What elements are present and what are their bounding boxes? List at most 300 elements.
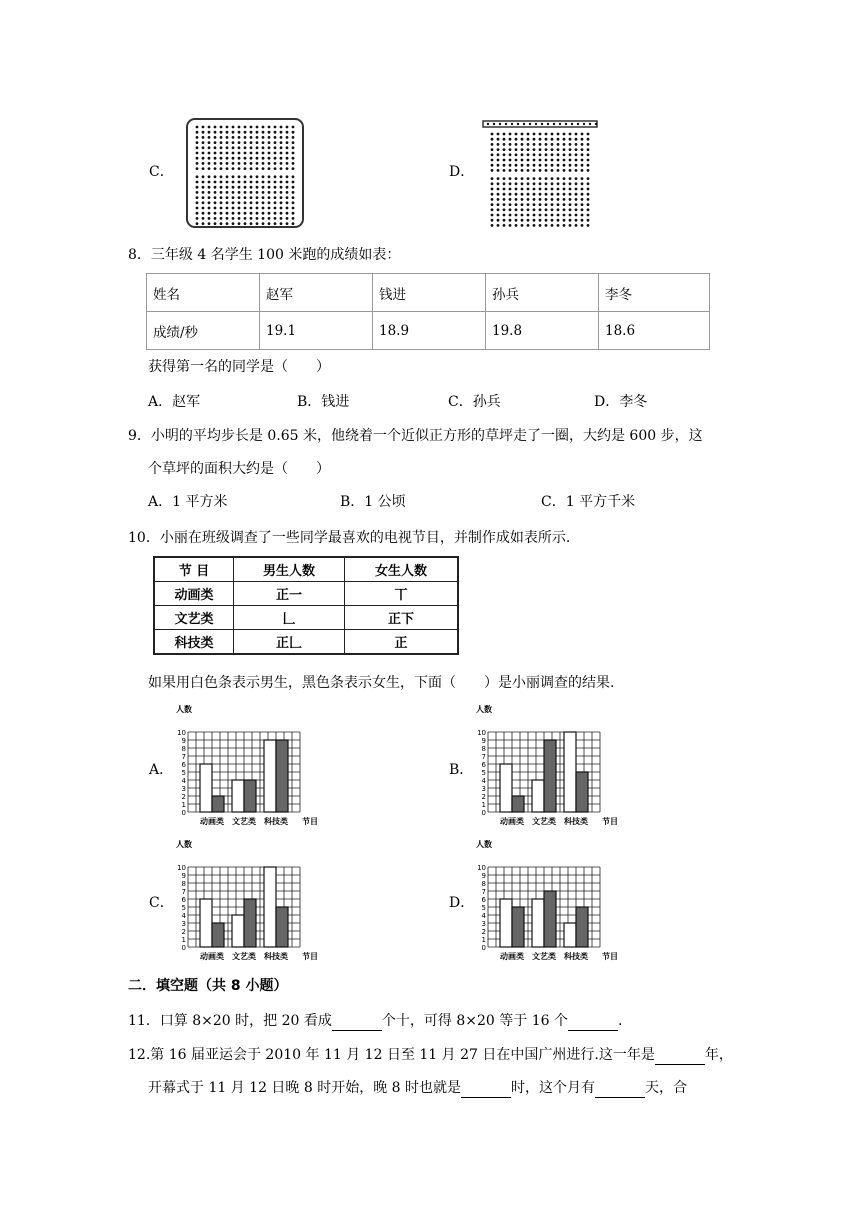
dot bbox=[497, 219, 500, 222]
dot bbox=[262, 217, 265, 220]
x-axis-label: 节目 bbox=[302, 817, 318, 826]
bar-male bbox=[264, 867, 276, 947]
x-tick-label: 动画类 bbox=[200, 817, 224, 826]
dot bbox=[220, 186, 223, 189]
dot bbox=[551, 143, 554, 146]
dot bbox=[521, 148, 524, 151]
q10-option-b-label[interactable]: B． bbox=[449, 762, 474, 778]
dot bbox=[557, 224, 560, 227]
dot bbox=[280, 162, 283, 165]
bar-male bbox=[232, 915, 244, 947]
dot bbox=[569, 188, 572, 191]
q9-option-a[interactable]: A．1 平方米 bbox=[148, 494, 228, 510]
dot bbox=[256, 217, 259, 220]
dot bbox=[250, 146, 253, 149]
y-axis-label: 人数 bbox=[176, 840, 192, 849]
dot bbox=[220, 191, 223, 194]
dot bbox=[521, 203, 524, 206]
dot bbox=[545, 203, 548, 206]
dot bbox=[280, 136, 283, 139]
dot bbox=[238, 212, 241, 215]
dot bbox=[569, 177, 572, 180]
dot bbox=[527, 164, 530, 167]
dot bbox=[587, 182, 590, 185]
dot bbox=[515, 169, 518, 172]
dot bbox=[280, 207, 283, 210]
y-tick-label: 2 bbox=[181, 793, 186, 801]
dot bbox=[515, 208, 518, 211]
dot bbox=[503, 188, 506, 191]
dot bbox=[509, 153, 512, 156]
dot bbox=[262, 222, 265, 225]
bar-female bbox=[576, 772, 588, 812]
dot bbox=[569, 164, 572, 167]
dot bbox=[244, 152, 247, 155]
dot bbox=[250, 131, 253, 134]
q7-option-d-label: D． bbox=[449, 164, 475, 180]
dot bbox=[262, 196, 265, 199]
q11-line bbox=[128, 1011, 622, 1031]
dot bbox=[497, 203, 500, 206]
q10-option-c-label[interactable]: C． bbox=[149, 895, 174, 911]
dot bbox=[268, 136, 271, 139]
dot bbox=[515, 193, 518, 196]
dot bbox=[553, 123, 555, 125]
dot bbox=[196, 175, 199, 178]
bar-female bbox=[212, 923, 224, 947]
dot bbox=[214, 201, 217, 204]
dot bbox=[196, 126, 199, 129]
bar-female bbox=[276, 907, 288, 947]
dot bbox=[515, 153, 518, 156]
dot bbox=[232, 186, 235, 189]
dot bbox=[250, 175, 253, 178]
dot bbox=[587, 177, 590, 180]
dot bbox=[220, 136, 223, 139]
q12-text-b: 年， bbox=[704, 1047, 733, 1063]
q12-line2 bbox=[148, 1078, 687, 1098]
dot bbox=[575, 169, 578, 172]
q9-option-b[interactable]: B．1 公顷 bbox=[340, 494, 406, 510]
x-tick-label: 科技类 bbox=[264, 817, 288, 826]
dot bbox=[202, 146, 205, 149]
table-cell: 正下 bbox=[345, 606, 459, 630]
y-tick-label: 3 bbox=[481, 785, 486, 793]
dot bbox=[533, 133, 536, 136]
dot bbox=[521, 153, 524, 156]
dot bbox=[268, 131, 271, 134]
dot bbox=[244, 191, 247, 194]
dot bbox=[515, 177, 518, 180]
dot bbox=[587, 169, 590, 172]
dot bbox=[268, 212, 271, 215]
dot bbox=[557, 214, 560, 217]
dot bbox=[292, 201, 295, 204]
dot bbox=[509, 208, 512, 211]
dot bbox=[521, 224, 524, 227]
dot bbox=[563, 148, 566, 151]
q11-blank-2[interactable] bbox=[568, 1030, 618, 1031]
dot bbox=[581, 203, 584, 206]
dot bbox=[244, 212, 247, 215]
dot bbox=[214, 222, 217, 225]
dot bbox=[256, 152, 259, 155]
table-cell: 科技类 bbox=[154, 630, 234, 655]
dot bbox=[238, 191, 241, 194]
dot bbox=[226, 136, 229, 139]
dot bbox=[527, 193, 530, 196]
dot bbox=[238, 175, 241, 178]
dot bbox=[545, 182, 548, 185]
dot bbox=[533, 203, 536, 206]
x-tick-label: 科技类 bbox=[264, 952, 288, 961]
bar-male bbox=[500, 899, 512, 947]
dot bbox=[220, 196, 223, 199]
q11-text-a: 11．口算 8×20 时，把 20 看成 bbox=[128, 1013, 332, 1029]
dot bbox=[581, 153, 584, 156]
dot bbox=[226, 186, 229, 189]
dot bbox=[545, 224, 548, 227]
y-tick-label: 8 bbox=[481, 745, 486, 753]
dot bbox=[232, 175, 235, 178]
dot bbox=[509, 188, 512, 191]
dot bbox=[491, 169, 494, 172]
dot bbox=[587, 203, 590, 206]
dot bbox=[509, 214, 512, 217]
dot bbox=[262, 167, 265, 170]
q7-option-c-label: C． bbox=[149, 164, 174, 180]
dot bbox=[196, 222, 199, 225]
dot bbox=[280, 212, 283, 215]
dot bbox=[587, 138, 590, 141]
dot bbox=[256, 191, 259, 194]
y-tick-label: 9 bbox=[181, 872, 186, 880]
dot bbox=[521, 164, 524, 167]
dot bbox=[569, 143, 572, 146]
bar-male bbox=[500, 764, 512, 812]
y-tick-label: 4 bbox=[481, 912, 486, 920]
dot bbox=[497, 159, 500, 162]
section-title: 二．填空题（共 8 小题） bbox=[128, 978, 288, 994]
y-tick-label: 4 bbox=[181, 777, 186, 785]
dot bbox=[521, 138, 524, 141]
dot bbox=[497, 182, 500, 185]
dot bbox=[545, 133, 548, 136]
dot bbox=[238, 181, 241, 184]
dot bbox=[214, 186, 217, 189]
dot bbox=[292, 141, 295, 144]
dot bbox=[232, 126, 235, 129]
dot bbox=[527, 224, 530, 227]
dot bbox=[286, 141, 289, 144]
dot bbox=[274, 162, 277, 165]
dot bbox=[214, 191, 217, 194]
dot bbox=[497, 148, 500, 151]
dot bbox=[220, 201, 223, 204]
dot bbox=[208, 186, 211, 189]
table-row bbox=[154, 630, 458, 655]
dot bbox=[497, 143, 500, 146]
dot bbox=[208, 146, 211, 149]
dot bbox=[515, 143, 518, 146]
dot bbox=[527, 177, 530, 180]
dot bbox=[545, 148, 548, 151]
dot bbox=[292, 186, 295, 189]
dot bbox=[286, 175, 289, 178]
dot bbox=[286, 217, 289, 220]
dot bbox=[499, 123, 501, 125]
dot bbox=[256, 222, 259, 225]
dot bbox=[521, 193, 524, 196]
dot bbox=[196, 217, 199, 220]
table-row bbox=[147, 274, 710, 312]
dot bbox=[541, 123, 543, 125]
dot bbox=[292, 136, 295, 139]
dot bbox=[268, 146, 271, 149]
q9-stem-line1: 9．小明的平均步长是 0.65 米，他绕着一个近似正方形的草坪走了一圈，大约是 600 步，这 bbox=[128, 428, 703, 444]
dot bbox=[238, 217, 241, 220]
dot bbox=[220, 207, 223, 210]
dot bbox=[491, 198, 494, 201]
q11-blank-1[interactable] bbox=[332, 1030, 382, 1031]
dot bbox=[214, 136, 217, 139]
bar-female bbox=[244, 899, 256, 947]
dot bbox=[575, 188, 578, 191]
dot bbox=[208, 136, 211, 139]
dot bbox=[280, 201, 283, 204]
dot bbox=[280, 222, 283, 225]
y-tick-label: 1 bbox=[181, 801, 186, 809]
dot bbox=[551, 203, 554, 206]
dot bbox=[581, 133, 584, 136]
q10-option-d-label[interactable]: D． bbox=[449, 895, 475, 911]
dot bbox=[563, 214, 566, 217]
x-tick-label: 动画类 bbox=[500, 952, 524, 961]
dot bbox=[256, 207, 259, 210]
dot bbox=[220, 146, 223, 149]
dot bbox=[509, 198, 512, 201]
y-tick-label: 4 bbox=[481, 777, 486, 785]
dot bbox=[521, 182, 524, 185]
dot bbox=[557, 133, 560, 136]
dot bbox=[238, 167, 241, 170]
dot bbox=[274, 141, 277, 144]
dot bbox=[545, 159, 548, 162]
dot bbox=[274, 126, 277, 129]
dot bbox=[539, 224, 542, 227]
dot bbox=[274, 167, 277, 170]
dot bbox=[286, 152, 289, 155]
dot bbox=[226, 191, 229, 194]
dot bbox=[551, 214, 554, 217]
dot bbox=[533, 188, 536, 191]
dot bbox=[581, 164, 584, 167]
dot bbox=[196, 181, 199, 184]
table-cell: 成绩/秒 bbox=[147, 312, 260, 350]
table-cell: 动画类 bbox=[154, 582, 234, 606]
q8-option-a[interactable]: A．赵军 bbox=[148, 394, 201, 410]
dot bbox=[521, 214, 524, 217]
dot bbox=[509, 143, 512, 146]
dot bbox=[208, 181, 211, 184]
dot bbox=[256, 212, 259, 215]
dot bbox=[286, 191, 289, 194]
dot bbox=[256, 201, 259, 204]
dot bbox=[509, 224, 512, 227]
q12-blank-3[interactable] bbox=[595, 1097, 645, 1098]
bar-male bbox=[532, 780, 544, 812]
dot bbox=[497, 208, 500, 211]
dot bbox=[539, 188, 542, 191]
y-tick-label: 6 bbox=[481, 896, 486, 904]
bar-male bbox=[264, 740, 276, 812]
dot bbox=[208, 167, 211, 170]
dot bbox=[250, 222, 253, 225]
dot bbox=[515, 159, 518, 162]
dot bbox=[196, 152, 199, 155]
dot bbox=[208, 222, 211, 225]
dot bbox=[202, 186, 205, 189]
dot bbox=[268, 126, 271, 129]
bar-female bbox=[544, 891, 556, 947]
dot bbox=[551, 198, 554, 201]
y-tick-label: 0 bbox=[181, 944, 186, 952]
dot bbox=[569, 219, 572, 222]
table-row bbox=[154, 582, 458, 606]
dot bbox=[208, 212, 211, 215]
dot bbox=[250, 186, 253, 189]
y-tick-label: 10 bbox=[177, 864, 186, 872]
dot bbox=[208, 217, 211, 220]
dot bbox=[232, 152, 235, 155]
dot bbox=[557, 148, 560, 151]
dot bbox=[557, 169, 560, 172]
dot bbox=[286, 212, 289, 215]
dot bbox=[505, 123, 507, 125]
dot bbox=[196, 146, 199, 149]
dot bbox=[214, 146, 217, 149]
dot bbox=[220, 157, 223, 160]
y-tick-label: 7 bbox=[481, 888, 486, 896]
q12-blank-2[interactable] bbox=[461, 1097, 511, 1098]
dot bbox=[503, 208, 506, 211]
dot bbox=[569, 198, 572, 201]
dot bbox=[196, 167, 199, 170]
y-tick-label: 1 bbox=[481, 801, 486, 809]
dot bbox=[491, 182, 494, 185]
table-cell: 19.1 bbox=[260, 312, 373, 350]
dot bbox=[581, 159, 584, 162]
table-cell: 钱进 bbox=[373, 274, 486, 312]
dot bbox=[244, 141, 247, 144]
bar-male bbox=[564, 923, 576, 947]
dot bbox=[196, 207, 199, 210]
q12-blank-1[interactable] bbox=[655, 1064, 705, 1065]
dot bbox=[214, 175, 217, 178]
q10-chart-a bbox=[172, 700, 322, 836]
dot bbox=[491, 208, 494, 211]
table-cell: 正 bbox=[345, 630, 459, 655]
dot bbox=[232, 217, 235, 220]
q7-option-c-figure bbox=[185, 117, 305, 229]
dot bbox=[503, 138, 506, 141]
dot bbox=[238, 152, 241, 155]
dot bbox=[262, 201, 265, 204]
dot bbox=[557, 182, 560, 185]
dot bbox=[497, 169, 500, 172]
dot bbox=[208, 201, 211, 204]
dot bbox=[515, 214, 518, 217]
dot bbox=[202, 126, 205, 129]
dot bbox=[250, 141, 253, 144]
dot bbox=[587, 208, 590, 211]
dot bbox=[250, 152, 253, 155]
q12-text-d: 时，这个月有 bbox=[511, 1080, 596, 1096]
dot bbox=[280, 175, 283, 178]
dot bbox=[232, 146, 235, 149]
q10-chart-b bbox=[472, 700, 622, 836]
q8-option-d[interactable]: D．李冬 bbox=[594, 394, 648, 410]
dot bbox=[563, 159, 566, 162]
dot bbox=[539, 208, 542, 211]
dot bbox=[202, 191, 205, 194]
dot bbox=[563, 169, 566, 172]
dot bbox=[196, 196, 199, 199]
dot bbox=[202, 196, 205, 199]
dot bbox=[545, 193, 548, 196]
dot bbox=[563, 143, 566, 146]
dot bbox=[521, 143, 524, 146]
table-cell: 𠃊 bbox=[234, 606, 345, 630]
dot bbox=[274, 131, 277, 134]
dot bbox=[569, 214, 572, 217]
dot bbox=[262, 152, 265, 155]
dot bbox=[565, 123, 567, 125]
dot bbox=[214, 196, 217, 199]
dot bbox=[220, 141, 223, 144]
dot bbox=[286, 207, 289, 210]
dot bbox=[509, 159, 512, 162]
dot bbox=[557, 208, 560, 211]
q10-option-a-label[interactable]: A． bbox=[149, 762, 174, 778]
dot bbox=[232, 162, 235, 165]
q8-option-c[interactable]: C．孙兵 bbox=[448, 394, 501, 410]
dot bbox=[202, 207, 205, 210]
dot bbox=[286, 162, 289, 165]
dot bbox=[587, 153, 590, 156]
dot bbox=[551, 182, 554, 185]
dot bbox=[545, 198, 548, 201]
dot bbox=[587, 159, 590, 162]
dot bbox=[220, 126, 223, 129]
dot bbox=[497, 193, 500, 196]
dot bbox=[286, 131, 289, 134]
dot bbox=[515, 182, 518, 185]
y-tick-label: 6 bbox=[481, 761, 486, 769]
dot bbox=[539, 203, 542, 206]
dot bbox=[250, 212, 253, 215]
dot bbox=[268, 181, 271, 184]
dot bbox=[244, 126, 247, 129]
dot bbox=[250, 167, 253, 170]
q8-option-b[interactable]: B．钱进 bbox=[297, 394, 350, 410]
dot bbox=[250, 196, 253, 199]
dot bbox=[545, 188, 548, 191]
dot bbox=[539, 153, 542, 156]
dot bbox=[491, 177, 494, 180]
bar-male bbox=[532, 899, 544, 947]
q9-option-c[interactable]: C．1 平方千米 bbox=[541, 494, 636, 510]
